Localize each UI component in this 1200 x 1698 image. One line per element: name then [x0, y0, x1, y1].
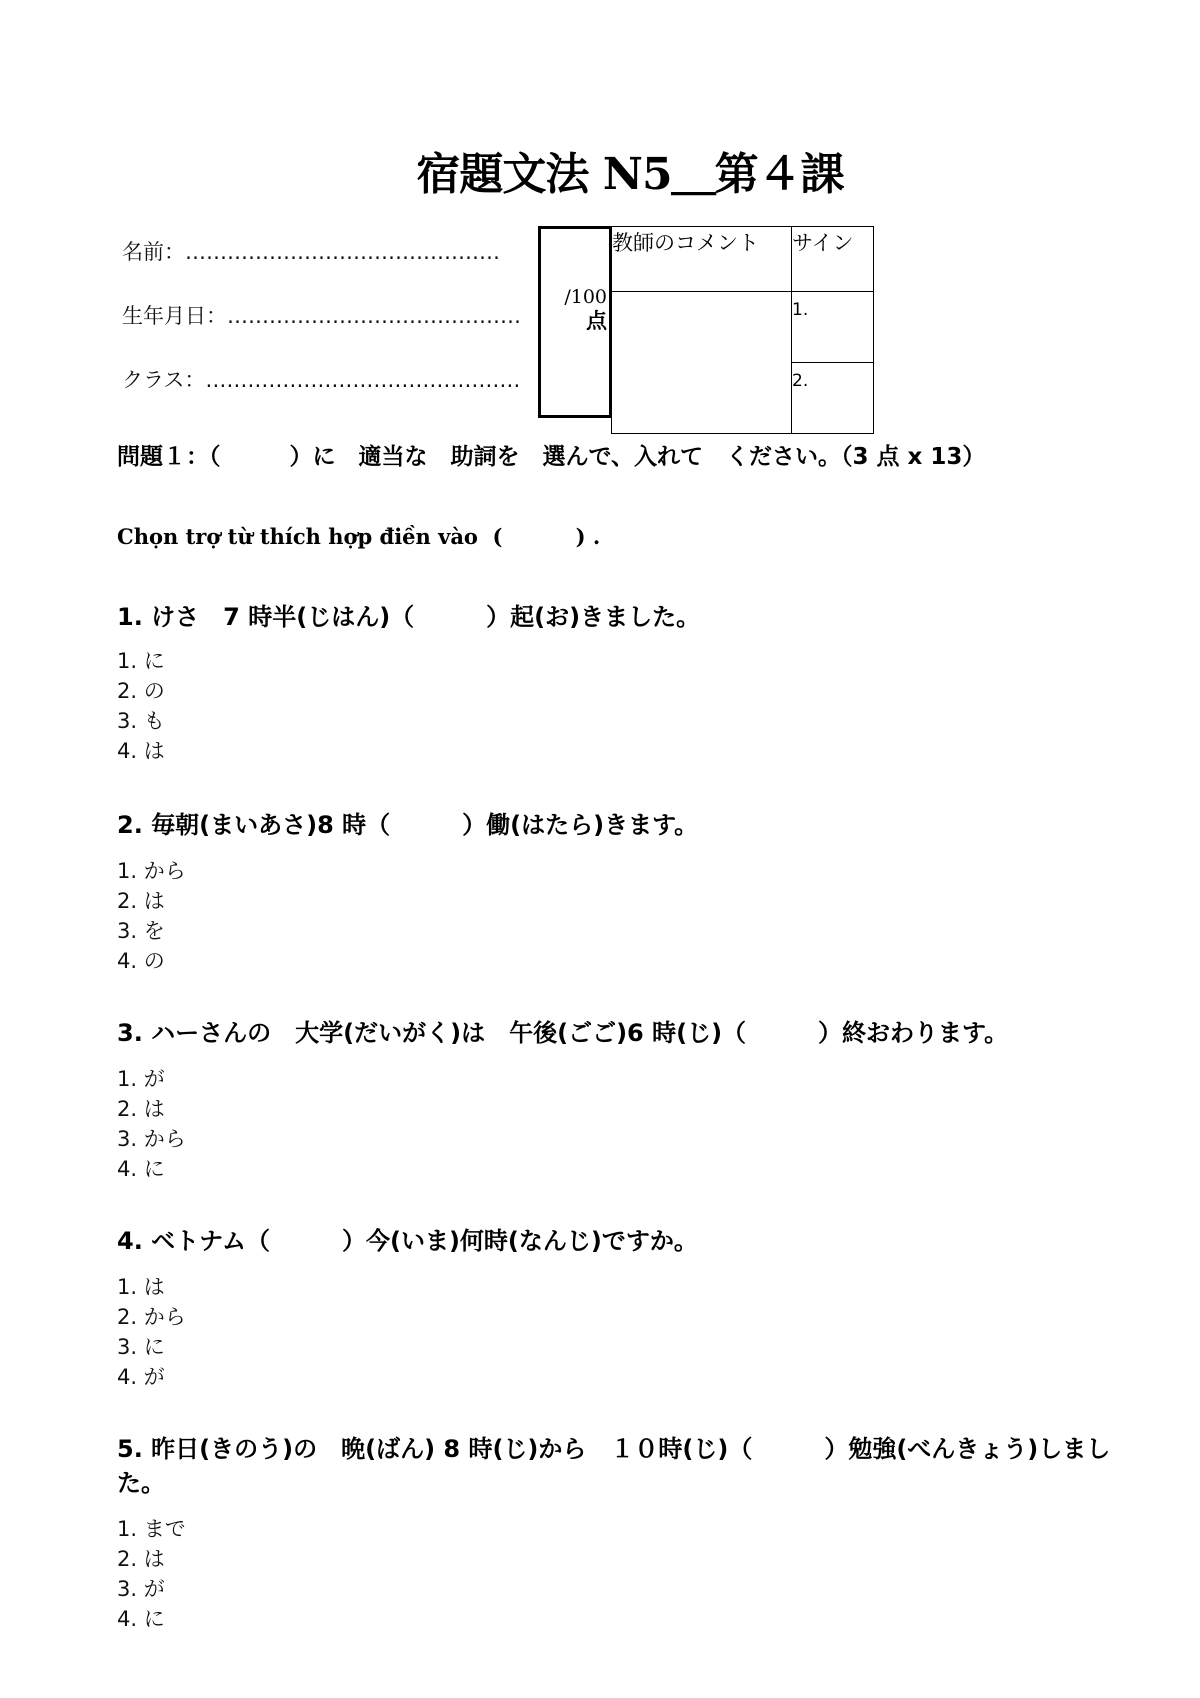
- class-field[interactable]: クラス：………………………………………: [122, 368, 521, 392]
- options-1: [117, 646, 165, 766]
- option[interactable]: 1. は: [117, 1275, 165, 1299]
- options-5: [117, 1514, 186, 1634]
- option[interactable]: 4. に: [117, 1157, 165, 1181]
- birthdate-field[interactable]: 生年月日：……………………………………: [122, 304, 521, 328]
- score-unit: 点: [586, 308, 607, 333]
- sign-cell-1[interactable]: 1.: [792, 292, 874, 363]
- options-2: [117, 856, 186, 976]
- option[interactable]: 4. が: [117, 1365, 165, 1389]
- option[interactable]: 2. は: [117, 1547, 165, 1571]
- option[interactable]: 4. に: [117, 1607, 165, 1631]
- option[interactable]: 1. から: [117, 859, 186, 883]
- option[interactable]: 4. は: [117, 739, 165, 763]
- option[interactable]: 2. から: [117, 1305, 186, 1329]
- question-5: 5. 昨日(きのう)の 晩(ばん) 8 時(じ)から １０時(じ)（ ）勉強(べんきょう)しました。: [117, 1435, 1111, 1497]
- option[interactable]: 3. を: [117, 919, 165, 943]
- comment-cell[interactable]: [612, 292, 792, 434]
- option[interactable]: 1. が: [117, 1067, 165, 1091]
- question-4: 4. ベトナム（ ）今(いま)何時(なんじ)ですか。: [117, 1227, 698, 1255]
- section-instruction: Chọn trợ từ thích hợp điền vào ( ) .: [117, 524, 601, 549]
- sign-cell-2[interactable]: 2.: [792, 363, 874, 434]
- option[interactable]: 3. が: [117, 1577, 165, 1601]
- score-text: [564, 285, 607, 333]
- option[interactable]: 2. の: [117, 679, 165, 703]
- score-max: /100: [564, 286, 607, 308]
- option[interactable]: 3. から: [117, 1127, 186, 1151]
- name-field[interactable]: 名前：………………………………………: [122, 240, 500, 264]
- options-3: [117, 1064, 186, 1184]
- comment-header: 教師のコメント: [612, 227, 792, 292]
- question-3: 3. ハーさんの 大学(だいがく)は 午後(ごご)6 時(じ)（ ）終おわります。: [117, 1019, 1009, 1047]
- options-4: [117, 1272, 186, 1392]
- section-heading: 問題１：（ ）に 適当な 助詞を 選んで、入れて ください。（3 点 x 13）: [117, 444, 986, 470]
- option[interactable]: 1. まで: [117, 1517, 186, 1541]
- option[interactable]: 3. も: [117, 709, 165, 733]
- sign-header: サイン: [792, 227, 874, 292]
- option[interactable]: 4. の: [117, 949, 165, 973]
- teacher-table: [611, 226, 874, 434]
- option[interactable]: 3. に: [117, 1335, 165, 1359]
- option[interactable]: 1. に: [117, 649, 165, 673]
- question-2: 2. 毎朝(まいあさ)8 時（ ）働(はたら)きます。: [117, 811, 699, 839]
- score-box: [538, 226, 612, 418]
- question-1: 1. けさ 7 時半(じはん)（ ）起(お)きました。: [117, 603, 701, 631]
- page-title: 宿題文法 N5＿第４課: [416, 149, 844, 200]
- option[interactable]: 2. は: [117, 1097, 165, 1121]
- option[interactable]: 2. は: [117, 889, 165, 913]
